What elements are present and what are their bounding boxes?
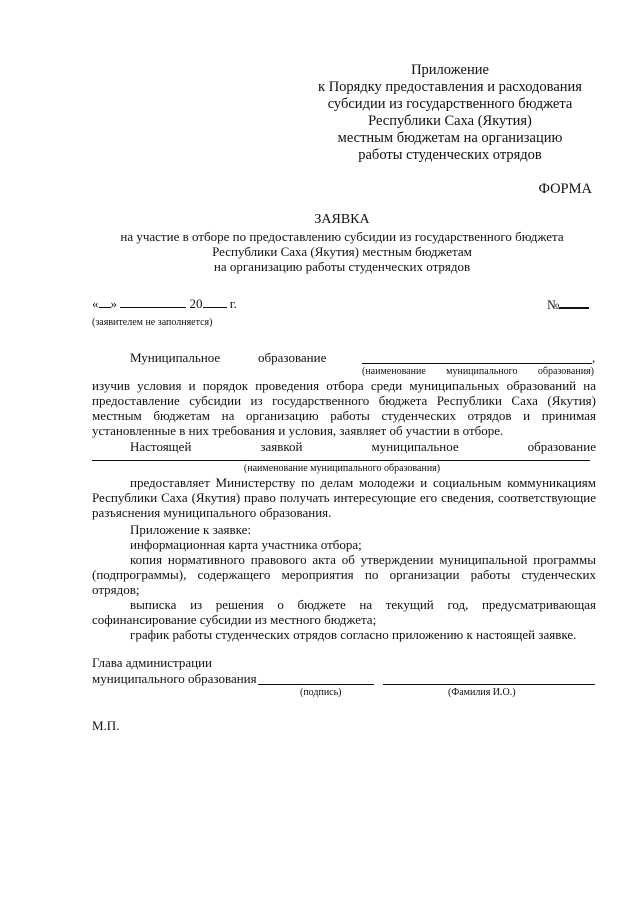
municipality-name-blank: [362, 363, 592, 364]
appendix-line: работы студенческих отрядов: [358, 147, 542, 163]
attachments-header: Приложение к заявке:: [130, 522, 251, 537]
caption-word: (наименование: [362, 366, 426, 377]
attachment-item: график работы студенческих отрядов согласно приложению к настоящей заявке.: [130, 627, 577, 642]
name-caption: (Фамилия И.О.): [448, 687, 516, 698]
municipality-word2: образование: [258, 350, 327, 365]
municipality-caption: [362, 366, 594, 377]
month-blank: [120, 295, 186, 308]
title-heading: ЗАЯВКА: [314, 212, 370, 227]
signature-title-line2: муниципального образования: [92, 671, 257, 686]
number-label: №: [547, 297, 560, 312]
municipality-word1: Муниципальное: [130, 350, 221, 365]
rights-text: предоставляет Министерству по делам молодежи и социальным коммуникациям Республики Саха (Якутия) право получать интересующие его сведения, соответствующие разъяснения муниципального образования.: [92, 475, 596, 520]
declaration-word: Настоящей: [130, 439, 192, 454]
year-suffix: г.: [229, 296, 237, 311]
declaration-word: муниципальное: [371, 439, 459, 454]
paragraph-declaration: [130, 439, 596, 455]
date-field: [92, 295, 237, 312]
name-blank: [383, 684, 595, 685]
year-prefix: 20: [189, 296, 203, 311]
signature-blank: [258, 684, 374, 685]
municipality-name-caption: (наименование муниципального образования): [243, 463, 441, 474]
caption-word: муниципального: [446, 366, 518, 377]
appendix-line: к Порядку предоставления и расходования: [318, 79, 582, 95]
paragraph-conditions: изучив условия и порядок проведения отбора среди муниципальных образований на предоставление субсидии из государственного бюджета Республики Саха (Якутия) местным бюджетам на организацию работы студенческих отрядов и принимая установленные в них требования и условия, заявляет об участии в отборе.: [92, 378, 596, 438]
quote-close: »: [110, 296, 117, 311]
appendix-line: субсидии из государственного бюджета: [327, 96, 573, 112]
title-line: Республики Саха (Якутия) местным бюджетам: [212, 244, 472, 259]
quote-open: «: [92, 296, 99, 311]
declaration-word: заявкой: [260, 439, 303, 454]
attachment-item: копия нормативного правового акта об утверждении муниципальной программы (подпрограммы), содержащего мероприятия по организации работы студенческих отрядов;: [92, 552, 596, 597]
title-line: на участие в отборе по предоставлению субсидии из государственного бюджета: [120, 229, 564, 244]
paragraph-rights: [92, 475, 596, 520]
number-blank: [559, 295, 589, 309]
declaration-word: образование: [527, 439, 596, 454]
title-line: на организацию работы студенческих отрядов: [213, 259, 471, 274]
date-note: (заявителем не заполняется): [92, 317, 213, 328]
caption-word: образования): [537, 366, 594, 377]
form-label: ФОРМА: [538, 181, 592, 197]
signature-title-line1: Глава администрации: [92, 655, 213, 670]
document-title: [92, 212, 592, 274]
municipality-name-line: [92, 460, 590, 461]
appendix-line: местным бюджетам на организацию: [337, 130, 563, 146]
appendix-line: Приложение: [411, 62, 489, 78]
year-blank: [203, 295, 227, 308]
stamp-place: М.П.: [92, 718, 120, 733]
appendix-header: [300, 62, 600, 164]
appendix-line: Республики Саха (Якутия): [368, 113, 532, 129]
number-field: [547, 295, 589, 313]
day-blank: [99, 295, 111, 308]
attachments-list: [92, 522, 596, 642]
signature-caption: (подпись): [300, 687, 342, 698]
attachment-item: выписка из решения о бюджете на текущий год, предусматривающая софинансирование субсидии из местного бюджета;: [92, 597, 596, 627]
attachment-item: информационная карта участника отбора;: [130, 537, 362, 552]
municipality-comma: ,: [592, 350, 596, 365]
